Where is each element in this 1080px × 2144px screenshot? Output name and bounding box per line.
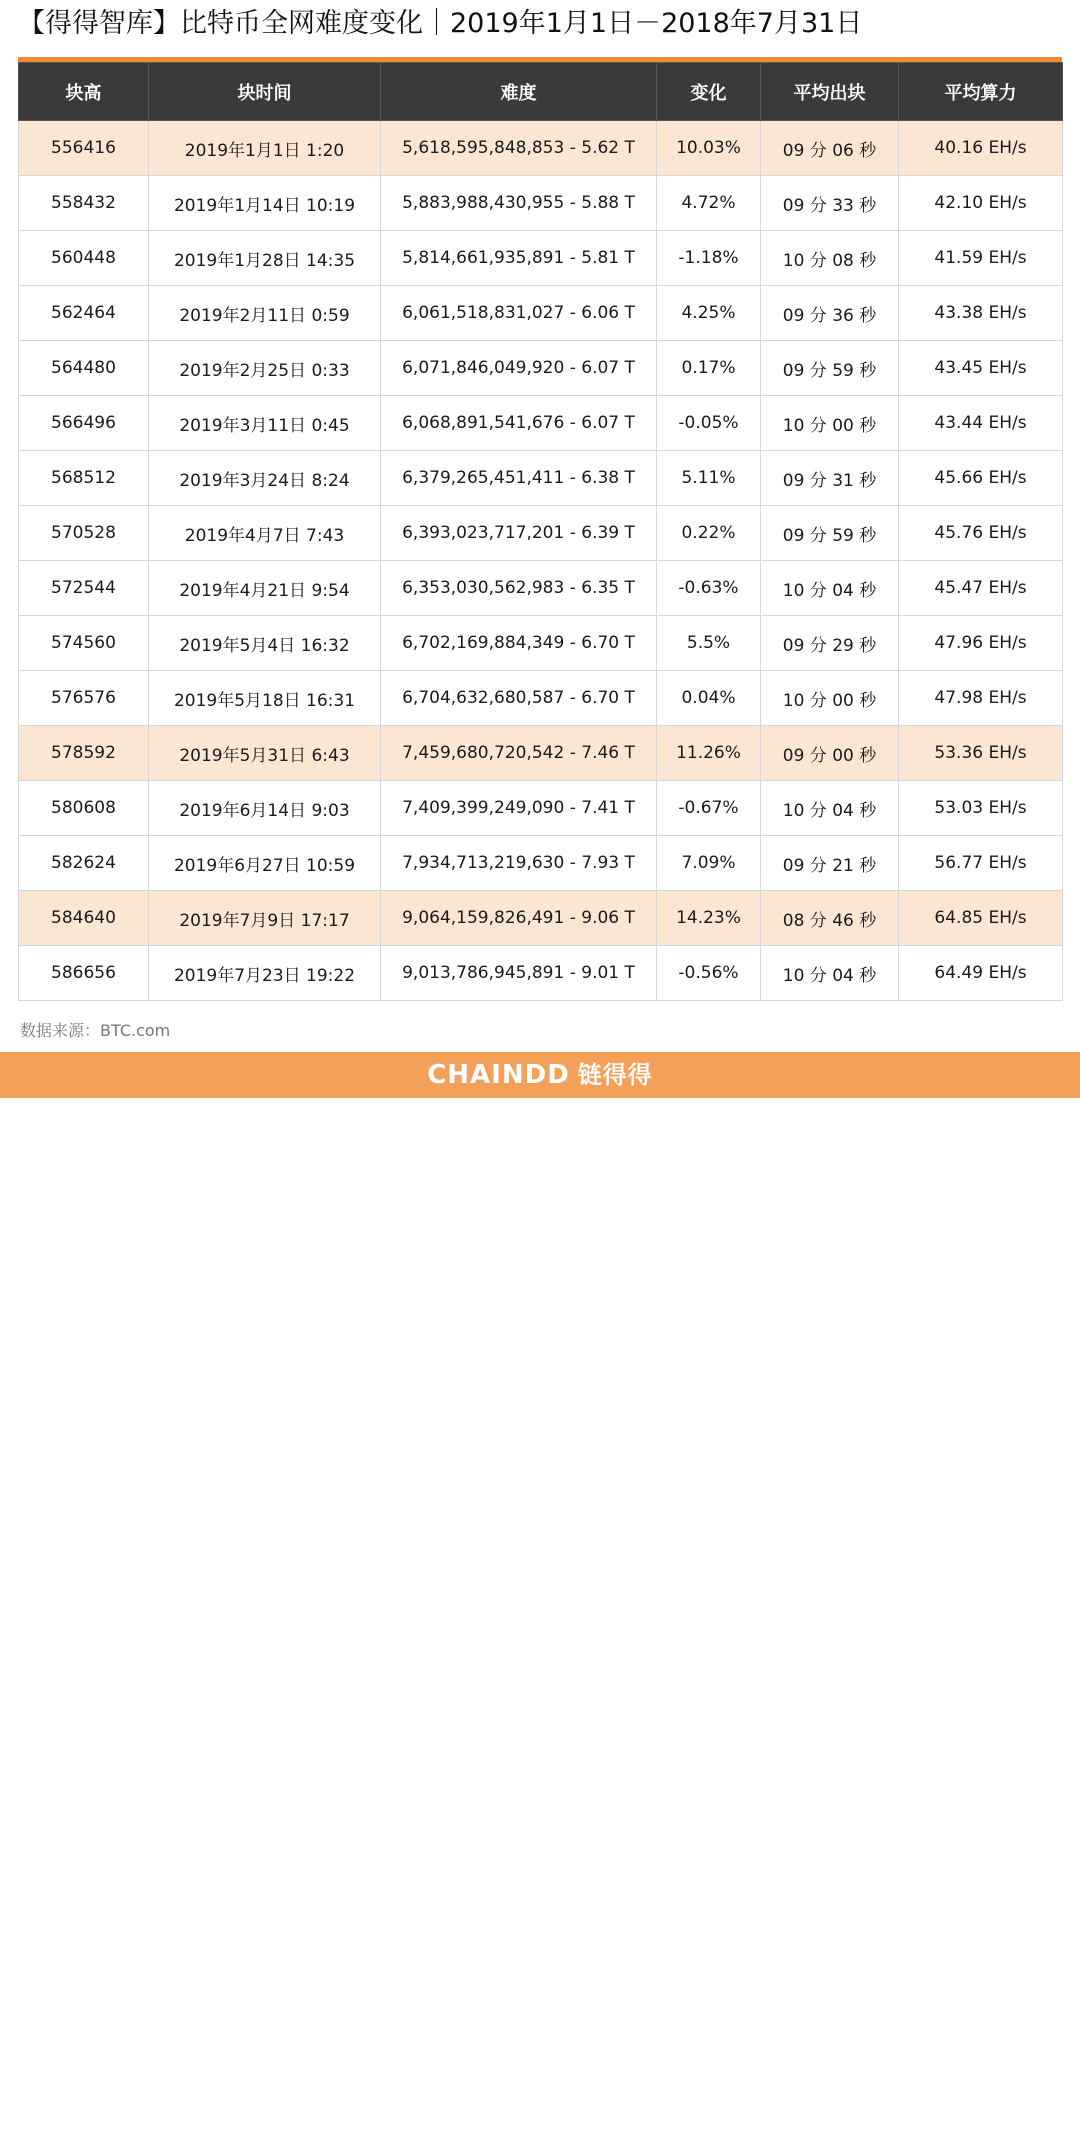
table-row bbox=[19, 451, 1063, 506]
cell-block-height: 572544 bbox=[19, 561, 149, 616]
cell-block-height: 562464 bbox=[19, 286, 149, 341]
cell-change: -0.56% bbox=[657, 946, 761, 1001]
cell-difficulty: 6,704,632,680,587 - 6.70 T bbox=[381, 671, 657, 726]
cell-block-height: 578592 bbox=[19, 726, 149, 781]
cell-avg-block-time: 09 分 21 秒 bbox=[761, 836, 899, 891]
footer-brand-cn: 链得得 bbox=[577, 1061, 653, 1089]
cell-change: 14.23% bbox=[657, 891, 761, 946]
footer-brand bbox=[0, 1052, 1080, 1098]
cell-block-height: 566496 bbox=[19, 396, 149, 451]
cell-difficulty: 9,064,159,826,491 - 9.06 T bbox=[381, 891, 657, 946]
table-row bbox=[19, 286, 1063, 341]
cell-avg-block-time: 10 分 04 秒 bbox=[761, 781, 899, 836]
header-change: 变化 bbox=[657, 63, 761, 121]
watermark-logo bbox=[984, 2110, 1072, 2144]
cell-change: 10.03% bbox=[657, 121, 761, 176]
cell-block-time: 2019年2月11日 0:59 bbox=[149, 286, 381, 341]
cell-difficulty: 5,883,988,430,955 - 5.88 T bbox=[381, 176, 657, 231]
cell-difficulty: 6,702,169,884,349 - 6.70 T bbox=[381, 616, 657, 671]
cell-difficulty: 6,393,023,717,201 - 6.39 T bbox=[381, 506, 657, 561]
header-block-height: 块高 bbox=[19, 63, 149, 121]
cell-difficulty: 5,814,661,935,891 - 5.81 T bbox=[381, 231, 657, 286]
cell-change: 5.11% bbox=[657, 451, 761, 506]
cell-avg-block-time: 10 分 04 秒 bbox=[761, 561, 899, 616]
cell-difficulty: 6,071,846,049,920 - 6.07 T bbox=[381, 341, 657, 396]
cell-block-height: 560448 bbox=[19, 231, 149, 286]
table-row bbox=[19, 396, 1063, 451]
cell-avg-block-time: 08 分 46 秒 bbox=[761, 891, 899, 946]
cell-change: 7.09% bbox=[657, 836, 761, 891]
cell-block-time: 2019年5月31日 6:43 bbox=[149, 726, 381, 781]
cell-avg-block-time: 09 分 59 秒 bbox=[761, 341, 899, 396]
table-row bbox=[19, 341, 1063, 396]
cell-avg-hashrate: 64.49 EH/s bbox=[899, 946, 1063, 1001]
watermark-cn: 链得得 bbox=[1018, 2111, 1072, 2133]
cell-avg-block-time: 09 分 06 秒 bbox=[761, 121, 899, 176]
table-row bbox=[19, 726, 1063, 781]
cell-block-time: 2019年3月11日 0:45 bbox=[149, 396, 381, 451]
table-row bbox=[19, 506, 1063, 561]
cell-block-height: 576576 bbox=[19, 671, 149, 726]
cell-block-height: 570528 bbox=[19, 506, 149, 561]
cell-block-time: 2019年2月25日 0:33 bbox=[149, 341, 381, 396]
cell-difficulty: 5,618,595,848,853 - 5.62 T bbox=[381, 121, 657, 176]
cell-change: 0.22% bbox=[657, 506, 761, 561]
cell-avg-block-time: 09 分 59 秒 bbox=[761, 506, 899, 561]
cell-difficulty: 7,459,680,720,542 - 7.46 T bbox=[381, 726, 657, 781]
table-row bbox=[19, 561, 1063, 616]
cell-block-time: 2019年5月18日 16:31 bbox=[149, 671, 381, 726]
cell-avg-hashrate: 47.96 EH/s bbox=[899, 616, 1063, 671]
difficulty-table bbox=[18, 62, 1063, 1001]
cell-avg-hashrate: 43.44 EH/s bbox=[899, 396, 1063, 451]
cell-change: -0.67% bbox=[657, 781, 761, 836]
cell-change: 0.17% bbox=[657, 341, 761, 396]
cell-block-time: 2019年4月7日 7:43 bbox=[149, 506, 381, 561]
cell-change: -0.05% bbox=[657, 396, 761, 451]
cell-avg-block-time: 09 分 36 秒 bbox=[761, 286, 899, 341]
table-row bbox=[19, 836, 1063, 891]
cell-avg-block-time: 10 分 00 秒 bbox=[761, 671, 899, 726]
cell-avg-hashrate: 45.66 EH/s bbox=[899, 451, 1063, 506]
header-block-time: 块时间 bbox=[149, 63, 381, 121]
table-row bbox=[19, 231, 1063, 286]
cell-avg-hashrate: 42.10 EH/s bbox=[899, 176, 1063, 231]
cell-block-height: 586656 bbox=[19, 946, 149, 1001]
cell-avg-block-time: 10 分 04 秒 bbox=[761, 946, 899, 1001]
cell-difficulty: 6,353,030,562,983 - 6.35 T bbox=[381, 561, 657, 616]
cell-avg-hashrate: 53.03 EH/s bbox=[899, 781, 1063, 836]
table-row bbox=[19, 946, 1063, 1001]
cell-change: 4.72% bbox=[657, 176, 761, 231]
cell-avg-hashrate: 64.85 EH/s bbox=[899, 891, 1063, 946]
cell-difficulty: 6,379,265,451,411 - 6.38 T bbox=[381, 451, 657, 506]
cell-block-height: 558432 bbox=[19, 176, 149, 231]
watermark-en: CHAINDD bbox=[1018, 2132, 1059, 2141]
cell-block-time: 2019年3月24日 8:24 bbox=[149, 451, 381, 506]
cell-block-time: 2019年6月14日 9:03 bbox=[149, 781, 381, 836]
table-row bbox=[19, 616, 1063, 671]
cell-block-height: 564480 bbox=[19, 341, 149, 396]
table-row bbox=[19, 891, 1063, 946]
cell-block-height: 556416 bbox=[19, 121, 149, 176]
cell-avg-hashrate: 41.59 EH/s bbox=[899, 231, 1063, 286]
cell-change: 4.25% bbox=[657, 286, 761, 341]
table-row bbox=[19, 121, 1063, 176]
cell-block-time: 2019年7月9日 17:17 bbox=[149, 891, 381, 946]
cell-difficulty: 6,068,891,541,676 - 6.07 T bbox=[381, 396, 657, 451]
cell-avg-block-time: 09 分 00 秒 bbox=[761, 726, 899, 781]
header-avg-hashrate: 平均算力 bbox=[899, 63, 1063, 121]
table-header-row bbox=[19, 63, 1063, 121]
cell-avg-block-time: 09 分 33 秒 bbox=[761, 176, 899, 231]
cell-block-time: 2019年1月14日 10:19 bbox=[149, 176, 381, 231]
cell-avg-block-time: 09 分 29 秒 bbox=[761, 616, 899, 671]
cell-avg-hashrate: 47.98 EH/s bbox=[899, 671, 1063, 726]
cell-avg-hashrate: 40.16 EH/s bbox=[899, 121, 1063, 176]
cell-block-height: 584640 bbox=[19, 891, 149, 946]
cell-block-height: 574560 bbox=[19, 616, 149, 671]
cell-change: -1.18% bbox=[657, 231, 761, 286]
cell-avg-hashrate: 45.47 EH/s bbox=[899, 561, 1063, 616]
footer-bar bbox=[0, 1052, 1080, 2141]
header-avg-block-time: 平均出块 bbox=[761, 63, 899, 121]
table-row bbox=[19, 781, 1063, 836]
cell-block-height: 580608 bbox=[19, 781, 149, 836]
cell-avg-block-time: 10 分 00 秒 bbox=[761, 396, 899, 451]
cell-change: 11.26% bbox=[657, 726, 761, 781]
cell-avg-block-time: 10 分 08 秒 bbox=[761, 231, 899, 286]
cell-change: -0.63% bbox=[657, 561, 761, 616]
cell-avg-block-time: 09 分 31 秒 bbox=[761, 451, 899, 506]
table-row bbox=[19, 176, 1063, 231]
cell-block-time: 2019年4月21日 9:54 bbox=[149, 561, 381, 616]
cell-block-time: 2019年5月4日 16:32 bbox=[149, 616, 381, 671]
cell-difficulty: 6,061,518,831,027 - 6.06 T bbox=[381, 286, 657, 341]
cell-avg-hashrate: 43.45 EH/s bbox=[899, 341, 1063, 396]
cell-avg-hashrate: 43.38 EH/s bbox=[899, 286, 1063, 341]
cell-block-time: 2019年7月23日 19:22 bbox=[149, 946, 381, 1001]
cell-difficulty: 7,409,399,249,090 - 7.41 T bbox=[381, 781, 657, 836]
cell-difficulty: 9,013,786,945,891 - 9.01 T bbox=[381, 946, 657, 1001]
page-title: 【得得智库】比特币全网难度变化｜2019年1月1日－2018年7月31日 bbox=[18, 8, 863, 39]
footer-brand-en: CHAINDD bbox=[427, 1060, 570, 1090]
cell-change: 0.04% bbox=[657, 671, 761, 726]
data-source: 数据来源：BTC.com bbox=[20, 1021, 171, 1040]
cell-avg-hashrate: 45.76 EH/s bbox=[899, 506, 1063, 561]
cell-change: 5.5% bbox=[657, 616, 761, 671]
cell-block-height: 568512 bbox=[19, 451, 149, 506]
logo-badge-icon: ▣ bbox=[984, 2112, 1014, 2142]
table-row bbox=[19, 671, 1063, 726]
cell-difficulty: 7,934,713,219,630 - 7.93 T bbox=[381, 836, 657, 891]
header-difficulty: 难度 bbox=[381, 63, 657, 121]
cell-block-time: 2019年1月28日 14:35 bbox=[149, 231, 381, 286]
cell-avg-hashrate: 56.77 EH/s bbox=[899, 836, 1063, 891]
cell-avg-hashrate: 53.36 EH/s bbox=[899, 726, 1063, 781]
cell-block-height: 582624 bbox=[19, 836, 149, 891]
cell-block-time: 2019年6月27日 10:59 bbox=[149, 836, 381, 891]
cell-block-time: 2019年1月1日 1:20 bbox=[149, 121, 381, 176]
